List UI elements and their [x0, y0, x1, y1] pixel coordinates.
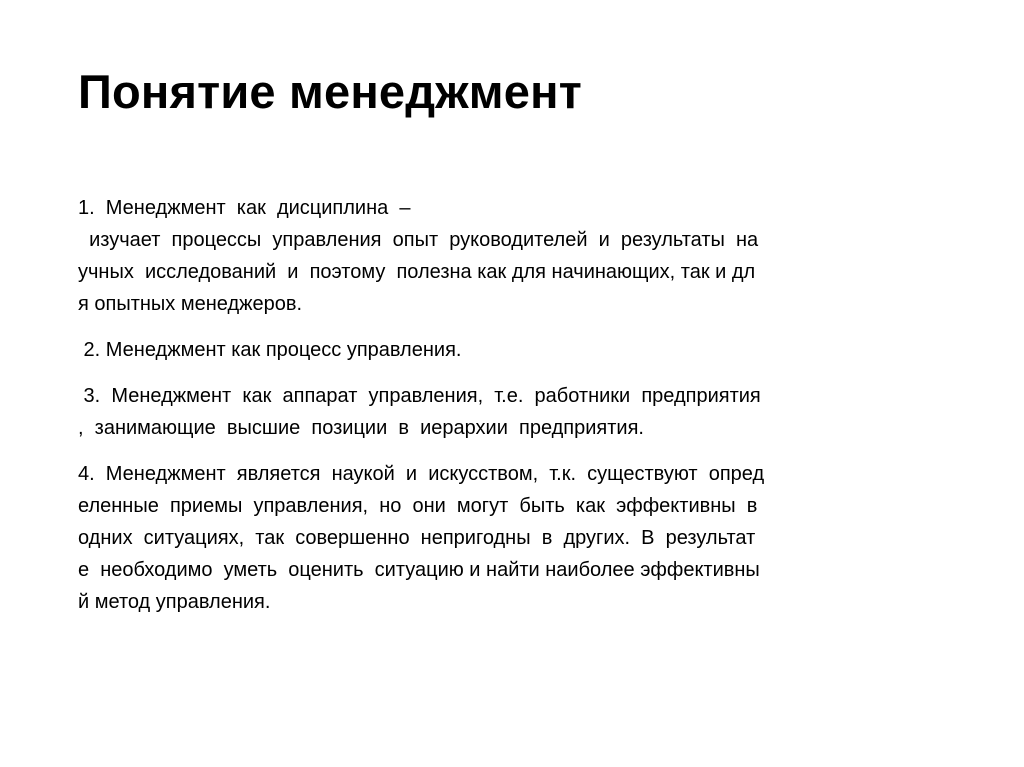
paragraph-process: [78, 334, 878, 366]
text-line: 2. Менеджмент как процесс управления.: [78, 339, 462, 361]
text-line: , занимающие высшие позиции в иерархии предприятия.: [78, 417, 644, 439]
text-line: одних ситуациях, так совершенно непригодны в других. В результат: [78, 527, 756, 549]
text-line: изучает процессы управления опыт руководителей и результаты на: [78, 229, 759, 251]
text-line: й метод управления.: [78, 591, 271, 613]
text-line: учных исследований и поэтому полезна как для начинающих, так и дл: [78, 261, 756, 283]
slide-body: [78, 192, 878, 618]
paragraph-science-art: [78, 458, 878, 618]
text-line: 4. Менеджмент является наукой и искусством, т.к. существуют опред: [78, 463, 765, 485]
slide-title: Понятие менеджмент: [78, 65, 582, 118]
paragraph-apparatus: [78, 380, 878, 444]
text-line: е необходимо уметь оценить ситуацию и найти наиболее эффективны: [78, 559, 760, 581]
text-line: 3. Менеджмент как аппарат управления, т.е. работники предприятия: [78, 385, 761, 407]
text-line: я опытных менеджеров.: [78, 293, 303, 315]
text-line: 1. Менеджмент как дисциплина –: [78, 197, 411, 219]
text-line: еленные приемы управления, но они могут быть как эффективны в: [78, 495, 758, 517]
paragraph-discipline: [78, 192, 878, 320]
